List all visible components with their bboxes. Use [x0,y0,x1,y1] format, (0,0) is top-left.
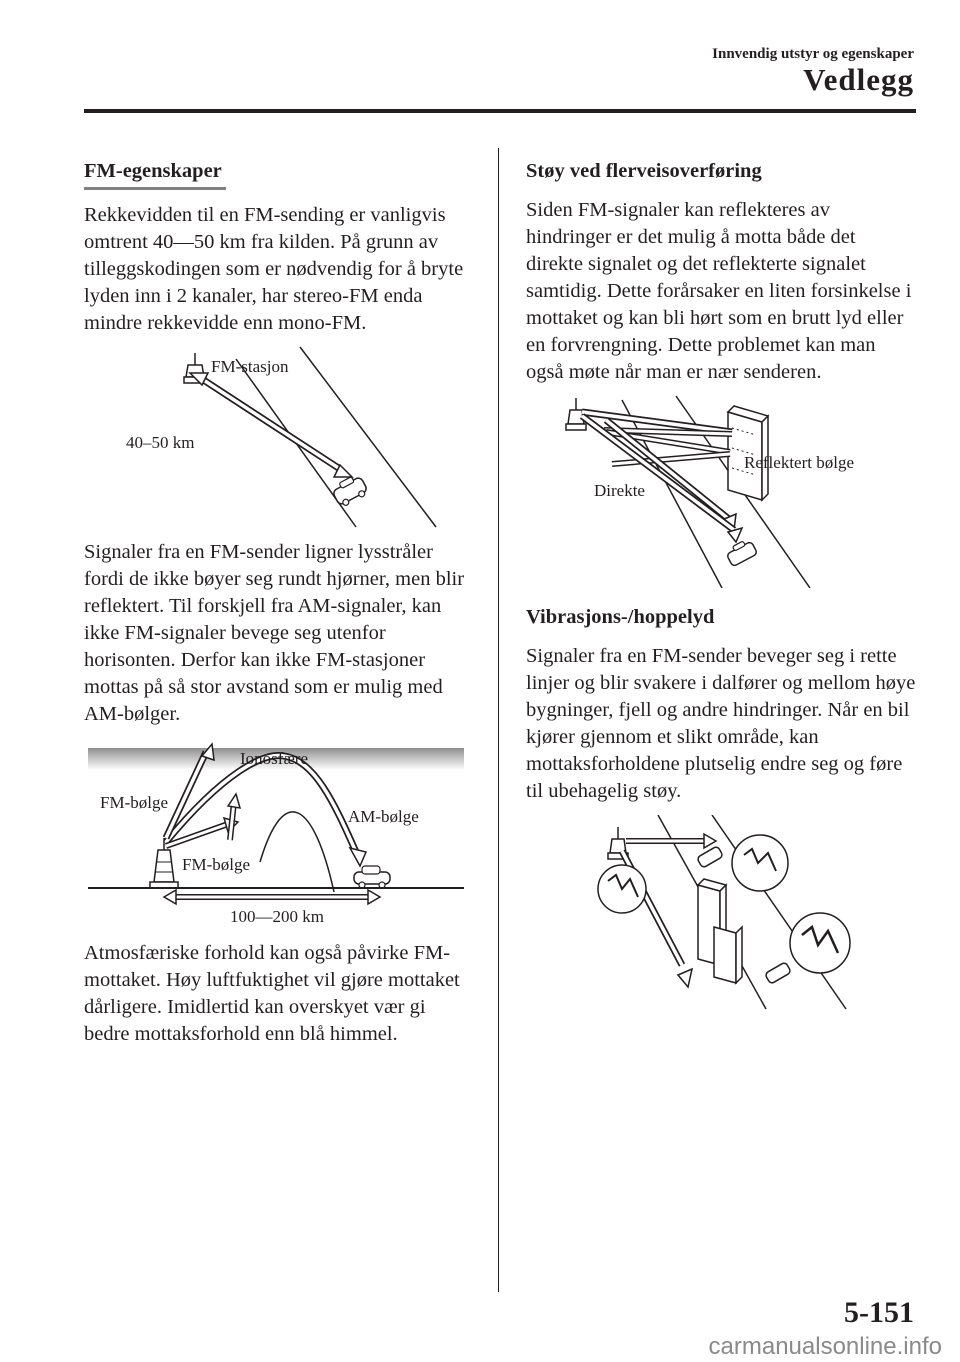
fm-properties-heading: FM-egenskaper [84,160,226,190]
fm-signal-paragraph: Signaler fra en FM-sender ligner lysstråler fordi de ikke bøyer seg rundt hjørner, men blir reflektert. Til forskjell fra AM-signaler, kan ikke FM-signaler bevege seg utenfor horisonten. Derfor kan ikke FM-stasjoner mottas på så stor avstand som er mulig med AM-bølger. [84,541,465,725]
multipath-paragraph: Siden FM-signaler kan reflekteres av hindringer er det mulig å motta både det direkte signalet og det reflekterte signalet samtidig. Dette forårsaker en liten forsinkelse i mottaket og kan bli hørt som en brutt lyd eller en forvrengning. Dette problemet kan man også møte når man er nær senderen. [526,199,912,383]
right-column [526,160,916,1015]
car-icon [330,473,369,508]
multipath-figure [526,392,916,588]
noise-bubble-icon [790,913,850,973]
noise-bubble-icon [598,865,646,913]
fm-station-range-figure [84,337,474,529]
direct-wave-label: Direkte [594,481,645,500]
multipath-noise-heading: Støy ved flerveisoverføring [526,160,762,182]
fm-range-paragraph: Rekkevidden til en FM-sending er vanligvis omtrent 40―50 km fra kilden. På grunn av tilleggskodingen som er nødvendig for å bryte lyden inn i 2 kanaler, har stereo-FM enda mindre rekkevidde enn mono-FM. [84,204,464,334]
vibration-noise-figure [526,815,916,1015]
distance-double-arrow [164,890,380,904]
atmospheric-paragraph: Atmosfæriske forhold kan også påvirke FM-mottaket. Høy luftfuktighet vil gjøre mottaket dårligere. Imidlertid kan overskyet vær gi bedre mottaksforhold enn blå himmel. [84,942,460,1045]
car-icon [697,846,724,868]
column-divider [498,148,499,1292]
vibration-heading: Vibrasjons-/hoppelyd [526,606,715,628]
ionosphere-label: Ionosfære [240,749,308,768]
mountain-outline [260,812,334,892]
ionosphere-distance-label: 100―200 km [230,907,324,926]
building-icon [698,879,742,983]
range-distance-label: 40–50 km [126,433,195,452]
am-wave-label: AM-bølge [348,807,419,826]
vibration-paragraph: Signaler fra en FM-sender beveger seg i rette linjer og blir svakere i dalfører og mellom høye bygninger, fjell og andre hindringer. Når en bil kjører gjennom et slikt område, kan mottaksforholdene plutselig endre seg og føre til ubehagelig støy. [526,645,916,802]
signal-arrow [626,834,716,848]
fm-wave-bottom-label: FM-bølge [182,855,250,874]
watermark: carmanualsonline.info [708,1333,942,1360]
header-section-title: Innvendig utstyr og egenskaper [712,46,914,62]
fm-wave-top-label: FM-bølge [100,793,168,812]
header-chapter-title: Vedlegg [803,62,914,97]
left-column [84,160,474,1048]
wave-double-arrow [190,373,352,477]
noise-bubble-icon [732,835,788,891]
car-icon [724,538,757,567]
header-rule [84,109,916,113]
page-number: 5-151 [844,1296,914,1329]
car-icon [354,866,390,888]
reflected-wave-label: Reflektert bølge [744,453,854,472]
ionosphere-figure [84,742,474,932]
fm-station-label: FM-stasjon [211,357,289,376]
car-icon [765,962,792,984]
